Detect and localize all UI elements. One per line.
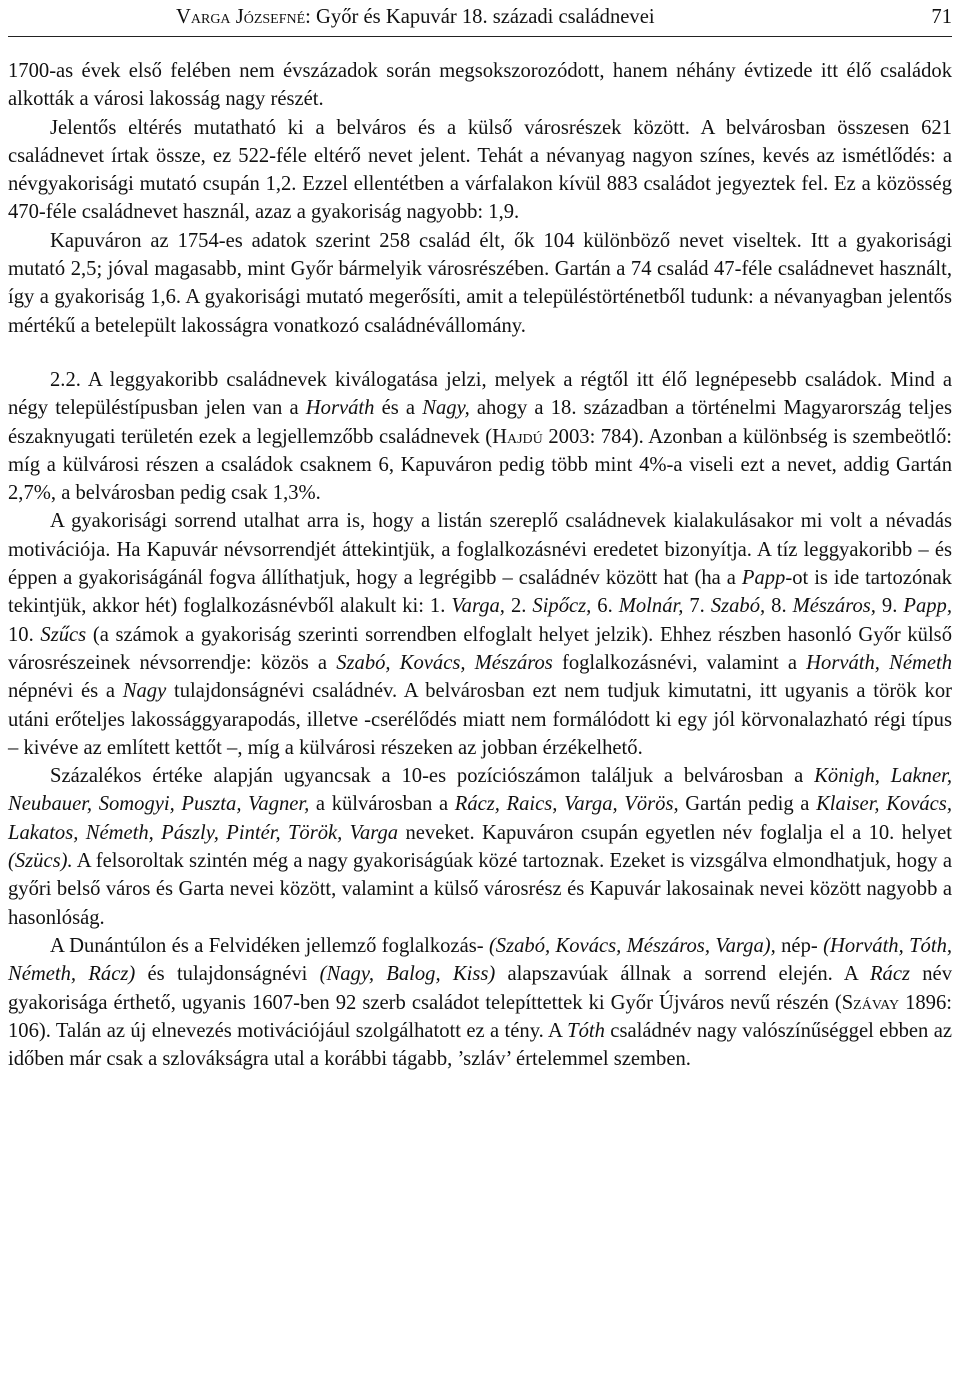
text-run: tulajdonságnévi családnév. A belvárosban ezt nem tudjuk kimutatni, itt ugyanis a török kor utáni erőteljes lakossággyarapodás, illetve -cserélődés miatt nem formálódott ki egy jól körvonalazható régi típus – kivéve az említett kettőt –, míg a külvárosi részeken az jobban érzékelhető.: [8, 680, 952, 759]
text-run: A Dunántúlon és a Felvidéken jellemző foglalkozás-: [50, 934, 489, 957]
italic-name: Szabó,: [710, 595, 766, 618]
paragraph: [8, 932, 952, 1073]
text-run: Gartán pedig a: [678, 793, 817, 816]
italic-name: Nagy,: [422, 397, 470, 420]
italic-name: Rácz, Raics, Varga, Vörös,: [454, 793, 679, 816]
author-surname: arga: [190, 6, 231, 28]
italic-name: (Szabó, Kovács, Mészáros, Varga),: [488, 934, 776, 957]
italic-name: Nagy: [122, 680, 167, 703]
italic-name: Varga,: [451, 595, 505, 618]
text-run: 2.: [504, 595, 533, 618]
text-run: A gyakorisági sorrend utalhat arra is, hogy a listán szereplő családnevek kialakulásakor mi volt a névadás motivációja. Ha Kapuvár névsorrendjét áttekintjük, a foglalkozásnévi eredetet bizonyítja. A tíz leggyakoribb – és éppen a gyakoriságánál fogva állíthatjuk, hogy a legrégibb – családnév között hat (ha a: [8, 510, 952, 590]
italic-name: Mészáros,: [792, 595, 876, 618]
section-paragraph-2-2: [8, 366, 952, 507]
italic-name: (Szücs).: [8, 850, 73, 873]
text-run: -ot is ide tartozónak tekintjük, akkor hét) foglalkozásnévből alakult ki: 1.: [8, 567, 952, 618]
text-run: név gyakorisága érthető, ugyanis 1607-ben 92 szerb családot telepíttettek ki Győr Újváros nevű részén (: [8, 963, 952, 1014]
text-run: 7.: [683, 595, 711, 618]
italic-name: Sipőcz,: [532, 595, 592, 618]
text-run: (a számok a gyakoriság szerinti sorrendben elfoglalt helyet jelzik). Ehhez részben hasonló Győr külső városrészeinek névsorrendje: közös a: [8, 623, 952, 674]
italic-name: Klaiser, Kovács, Lakatos, Németh, Pászly, Pintér, Török, Varga: [8, 793, 952, 844]
text-run: Százalékos értéke alapján ugyancsak a 10-es pozíciószámon találjuk a belvárosban a: [50, 765, 815, 788]
section-number: 2.2.: [50, 368, 81, 391]
paragraph: 1700-as évek első felében nem évszázadok során megsokszorozódott, hanem néhány évtizede itt élő családok alkották a városi lakosság nagy részét.: [8, 60, 952, 111]
italic-name: Rácz: [869, 963, 910, 986]
text-run: A felsoroltak szintén még a nagy gyakoriságúak közé tartoznak. Ezeket is vizsgálva elmondhatjuk, hogy a győri belső város és Garta nevei között, valamint a külső városrész és Kapuvár lakosainak nevei között nagyobb a hasonlóság.: [8, 850, 952, 929]
cited-author: Szávay: [841, 991, 900, 1014]
text-run: 6.: [591, 595, 619, 618]
italic-name: Szűcs: [40, 623, 87, 646]
italic-name: (Horváth, Tóth, Németh, Rácz): [8, 934, 953, 986]
italic-name: Königh, Lakner, Neubauer, Somogyi, Puszta, Vagner,: [8, 765, 952, 816]
paragraph: [8, 762, 952, 932]
italic-name: Horváth, Németh: [806, 651, 952, 674]
text-run: 2003: 784). Azonban a különbség is szembeötlő: míg a külvárosi részen a családok csaknem 6, Kapuváron pedig több mint 4%-a viseli ezt a nevet, addig Gartán 2,7%, a belvárosban pedig csak 1,3%.: [8, 425, 953, 505]
text-run: 10.: [8, 623, 41, 646]
text-run: 9.: [875, 595, 904, 618]
italic-name: Horváth: [305, 397, 375, 420]
text-run: a külvárosban a: [309, 793, 455, 816]
paragraph: Jelentős eltérés mutatható ki a belváros és a külső városrészek között. A belvárosban összesen 621 családnevet írtak össze, ez 522-féle eltérő nevet jelent. Tehát a névanyag nagyon színes, kevés az ismétlődés: a névgyakorisági mutató csupán 1,2. Ezzel ellentétben a várfalakon kívül 883 családot jegyeztek fel. Ez a közösség 470-féle családnevet használ, azaz a gyakoriság nagyobb: 1,9.: [8, 116, 952, 224]
text-run: és tulajdonságnévi: [135, 963, 320, 986]
running-header: [8, 0, 952, 37]
paragraph: Kapuváron az 1754-es adatok szerint 258 család élt, ők 104 különböző nevet viseltek. Itt a gyakorisági mutató 2,5; jóval magasabb, mint Győr bármelyik városrészében. Gartán a 74 család 47-féle családnevet használt, így a gyakoriság 1,6. A gyakorisági mutató megerősíti, amit a településtörténetből tudunk: a névanyagban jelentős mértékű a betelepült lakosságra vonatkozó családnévállomány.: [8, 229, 952, 337]
text-run: ahogy a 18. században a történelmi Magyarország teljes északnyugati területén ezek a legjellemzőbb családnevek (: [8, 397, 952, 448]
italic-name: Papp,: [903, 595, 952, 618]
author-initial: V: [176, 6, 191, 28]
author-initial: J: [235, 6, 244, 28]
document-page: [8, 0, 952, 1374]
italic-name: Tóth: [567, 1019, 605, 1042]
text-run: alapszavúak állnak a sorrend elején. A: [495, 963, 870, 986]
author-given-name: ózsefné: [243, 6, 306, 28]
text-run: A leggyakoribb családnevek kiválogatása jelzi, melyek a régtől itt élő legnépesebb családok. Mind a négy településtípusban jelen van a: [8, 368, 952, 420]
italic-name: Molnár,: [618, 595, 684, 618]
body-text: [8, 57, 952, 1073]
text-run: nép-: [775, 934, 824, 957]
text-run: és a: [374, 397, 423, 420]
italic-name: Szabó, Kovács, Mészáros: [336, 651, 553, 674]
italic-name: Papp: [741, 567, 786, 590]
running-head-title: [176, 0, 655, 34]
text-run: 1896: 106). Talán az új elnevezés motivációjául szolgálhatott ez a tény. A: [8, 991, 952, 1042]
paragraph: [8, 507, 952, 762]
cited-author: Hajdú: [492, 425, 543, 448]
text-run: neveket. Kapuváron csupán egyetlen név foglalja el a 10. helyet: [398, 821, 952, 844]
text-run: foglalkozásnévi, valamint a: [552, 651, 807, 674]
text-run: családnév nagy valószínűséggel ebben az időben már csak a szlovákságra utal a korábbi tágabb, ’szláv’ értelemmel szemben.: [8, 1019, 953, 1071]
page-number: 71: [931, 6, 952, 28]
text-run: 8.: [765, 595, 793, 618]
text-run: népnévi és a: [8, 680, 123, 703]
article-title: : Győr és Kapuvár 18. századi családnevei: [305, 6, 655, 28]
italic-name: (Nagy, Balog, Kiss): [319, 963, 496, 986]
